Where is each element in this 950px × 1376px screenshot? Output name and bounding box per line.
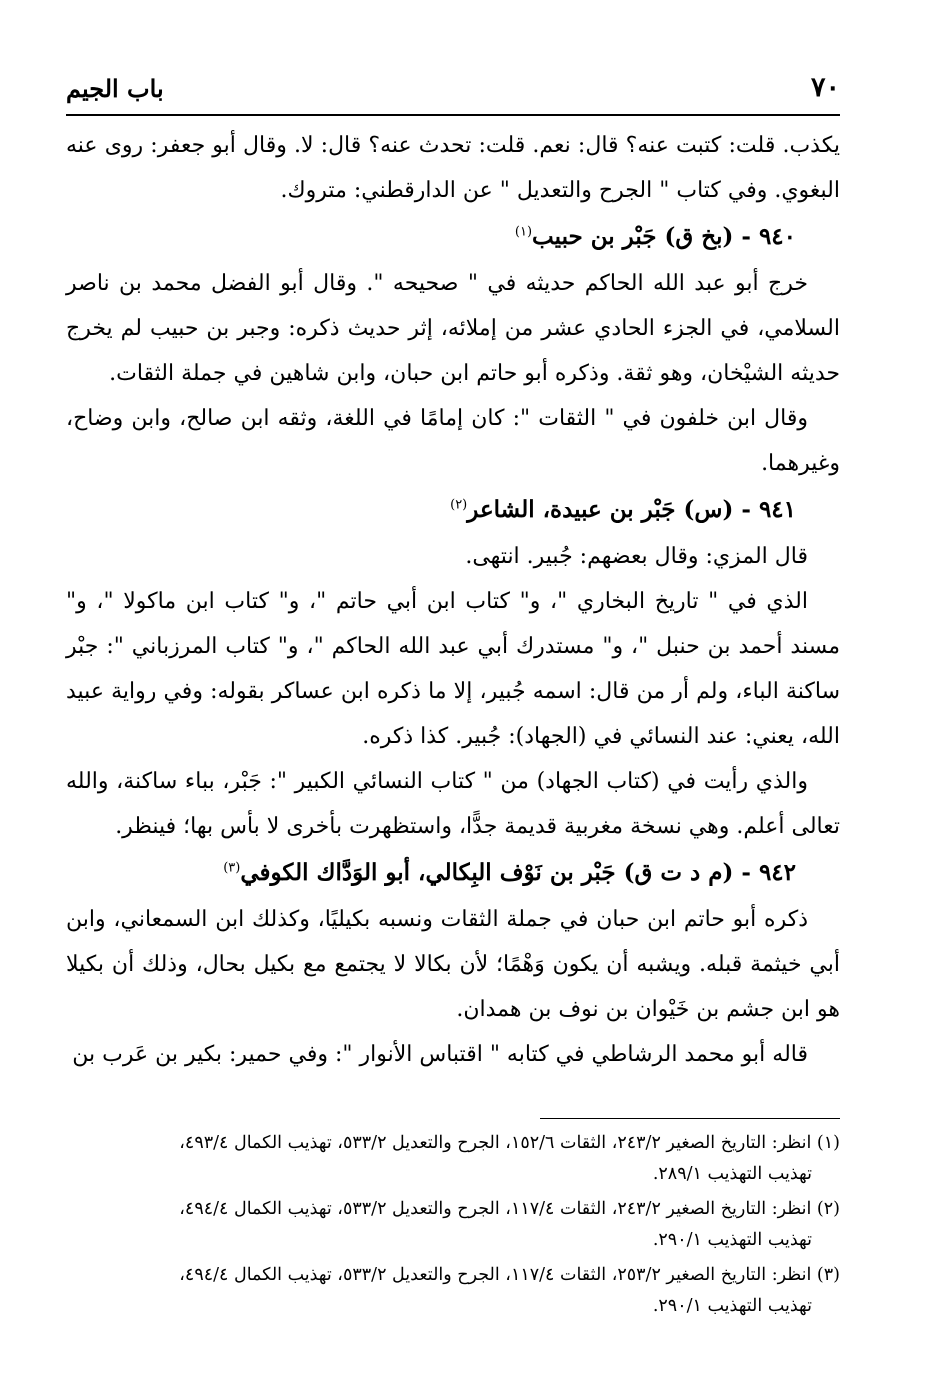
footnote-line: (٢) انظر: التاريخ الصغير ٢٤٣/٢، الثقات ١١٧/٤، الجرح والتعديل ٥٣٣/٢، تهذيب الكمال ٤٩٤/٤، [179, 1199, 840, 1219]
footnotes [66, 1128, 840, 1326]
footnote [66, 1128, 840, 1190]
entry-heading-940 [66, 213, 840, 261]
paragraph: والذي رأيت في (كتاب الجهاد) من " كتاب النسائي الكبير ": جَبْر، بباء ساكنة، والله تعالى أعلم. وهي نسخة مغربية قديمة جدًّا، واستظهرت بأخرى لا بأس بها؛ فينظر. [66, 769, 840, 839]
footnote-line: تهذيب التهذيب ٢٩٠/١. [652, 1230, 812, 1250]
paragraph: وقال ابن خلفون في " الثقات ": كان إمامًا في اللغة، وثقه ابن صالح، وابن وضاح، وغيرهما. [66, 406, 840, 476]
paragraph: قال المزي: وقال بعضهم: جُبير. انتهى. [465, 544, 808, 569]
chapter-title: باب الجيم [66, 74, 164, 103]
paragraph: قاله أبو محمد الرشاطي في كتابه " اقتباس الأنوار ": وفي حمير: بكير بن عَرب بن [72, 1042, 808, 1067]
entry-title: ٩٤٢ - (م د ت ق) جَبْر بن نَوْف البِكالي، أبو الوَدَّاك الكوفي [240, 859, 796, 886]
footnote-line: تهذيب التهذيب ٢٩٠/١. [652, 1296, 812, 1316]
footnote [66, 1194, 840, 1256]
paragraph: الذي في " تاريخ البخاري "، و" كتاب ابن أبي حاتم "، و" كتاب ابن ماكولا "، و" مسند أحمد بن حنبل "، و" مستدرك أبي عبد الله الحاكم "، و" كتاب المرزباني ": جبْر ساكنة الباء، ولم أر من قال: اسمه جُبير، إلا ما ذكره ابن عساكر بقوله: وفي رواية عبيد الله، يعني: عند النسائي في (الجهاد): جُبير. كذا ذكره. [66, 589, 840, 749]
page-number: ٧٠ [810, 72, 840, 103]
paragraph: ذكره أبو حاتم ابن حبان في جملة الثقات ونسبه بكيليًا، وكذلك ابن السمعاني، وابن أبي خيثمة قبله. ويشبه أن يكون وَهْمًا؛ لأن بكالا لا يجتمع مع بكيل بحال، وذلك أن بكيلا هو ابن جشم بن خَيْوان بن نوف بن همدان. [66, 907, 840, 1022]
main-text [66, 123, 840, 1077]
entry-title: ٩٤٠ - (بخ ق) جَبْر بن حبيب [532, 223, 796, 250]
entry-heading-941 [66, 486, 840, 534]
footnote-ref: (٣) [223, 860, 241, 876]
paragraph: خرج أبو عبد الله الحاكم حديثه في " صحيحه ". وقال أبو الفضل محمد بن ناصر السلامي، في الجزء الحادي عشر من إملائه، إثر حديث ذكره: وجبر بن حبيب لم يخرج حديثه الشيْخان، وهو ثقة. وذكره أبو حاتم ابن حبان، وابن شاهين في جملة الثقات. [66, 271, 840, 386]
running-header [66, 70, 840, 116]
footnote-ref: (١) [514, 224, 533, 240]
footnote-line: (٣) انظر: التاريخ الصغير ٢٥٣/٢، الثقات ١١٧/٤، الجرح والتعديل ٥٣٣/٢، تهذيب الكمال ٤٩٤/٤، [179, 1265, 840, 1285]
footnote-ref: (٢) [450, 497, 468, 513]
entry-heading-942 [66, 849, 840, 897]
paragraph: يكذب. قلت: كتبت عنه؟ قال: نعم. قلت: تحدث عنه؟ قال: لا. وقال أبو جعفر: روى عنه البغوي. وفي كتاب " الجرح والتعديل " عن الدارقطني: متروك. [66, 133, 840, 203]
entry-title: ٩٤١ - (س) جَبْر بن عبيدة، الشاعر [467, 496, 796, 523]
footnote-line: (١) انظر: التاريخ الصغير ٢٤٣/٢، الثقات ١٥٢/٦، الجرح والتعديل ٥٣٣/٢، تهذيب الكمال ٤٩٣/٤، [179, 1133, 840, 1153]
footnote [66, 1260, 840, 1322]
footnote-line: تهذيب التهذيب ٢٨٩/١. [652, 1164, 812, 1184]
book-page [66, 70, 840, 1350]
footnote-separator [540, 1118, 840, 1119]
